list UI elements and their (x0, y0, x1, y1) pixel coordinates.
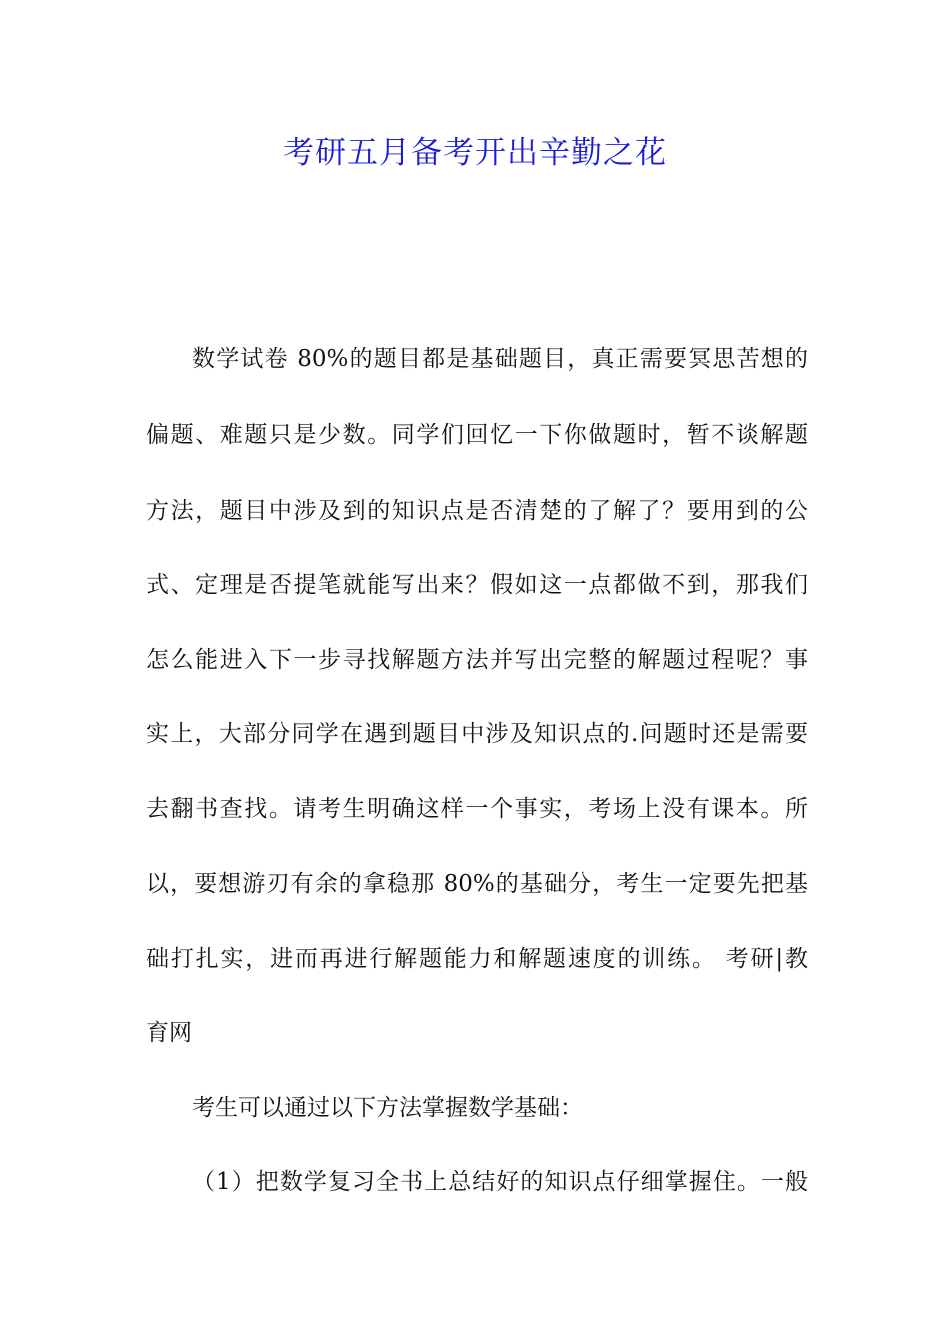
paragraph-line: 式、定理是否提笔就能写出来？假如这一点都做不到，那我们 (146, 572, 808, 598)
paragraph-line: 方法，题目中涉及到的知识点是否清楚的了解了？要用到的公 (146, 498, 808, 524)
paragraph-line: 础打扎实，进而再进行解题能力和解题速度的训练。 考研|教 (146, 946, 808, 972)
paragraph-line: （1）把数学复习全书上总结好的知识点仔细掌握住。一般 (192, 1169, 808, 1195)
document-title: 考研五月备考开出辛勤之花 (283, 135, 667, 171)
paragraph-line: 实上，大部分同学在遇到题目中涉及知识点的.问题时还是需要 (146, 721, 808, 747)
paragraph-line: 考生可以通过以下方法掌握数学基础： (192, 1095, 583, 1121)
paragraph-line: 数学试卷 80%的题目都是基础题目，真正需要冥思苦想的 (192, 346, 808, 372)
paragraph-line: 去翻书查找。请考生明确这样一个事实，考场上没有课本。所 (146, 796, 808, 822)
paragraph-line: 怎么能进入下一步寻找解题方法并写出完整的解题过程呢？事 (146, 647, 808, 673)
paragraph-line: 育网 (146, 1020, 192, 1046)
paragraph-line: 偏题、难题只是少数。同学们回忆一下你做题时，暂不谈解题 (146, 422, 808, 448)
paragraph-line: 以，要想游刃有余的拿稳那 80%的基础分，考生一定要先把基 (146, 871, 808, 897)
